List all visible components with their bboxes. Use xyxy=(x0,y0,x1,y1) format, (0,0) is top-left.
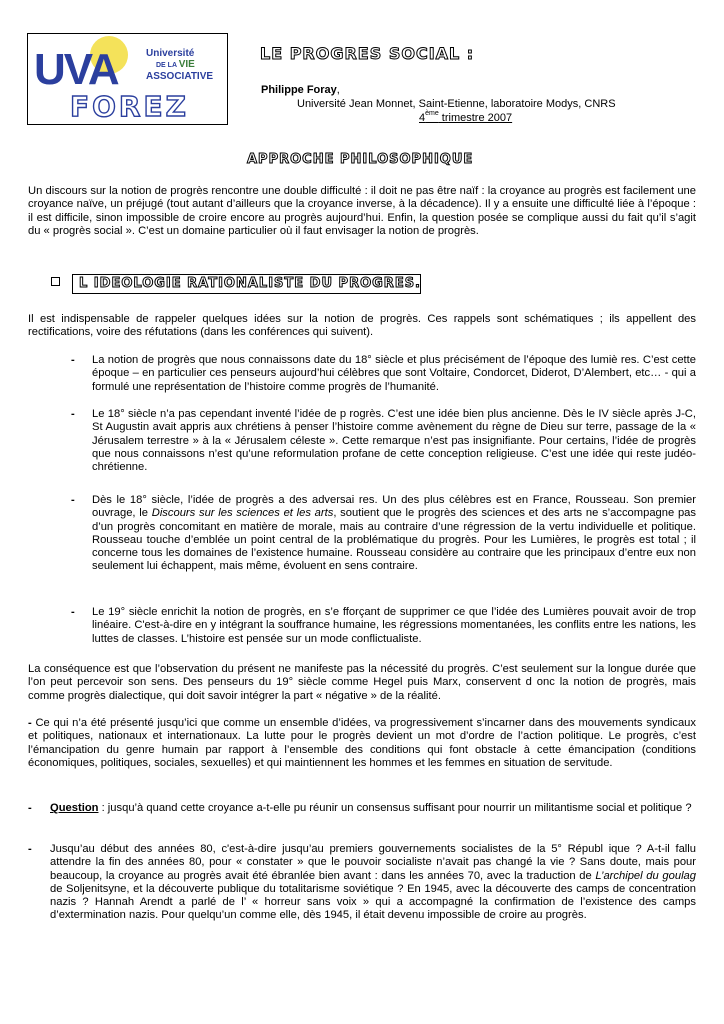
list-dash: - xyxy=(71,494,75,506)
list-item: Le 18° siècle n’a pas cependant inventé l’idée de p rogrès. C’est une idée bien plus ancienne. Dès le IV siècle après J-C, St Augustin avait appris aux chrétiens à penser l’histoire comme avènement du règne de Dieu sur terre, passage de la « Jérusalem terrestre » à la « Jérusalem céleste ». Cette remarque n’est pas insignifiante. Pour certains, l’idée de progrès que nous connaissons n’est qu’une reformulation profane de cette conception religieuse. C’est une idée qui reste judéo-chrétienne. xyxy=(92,408,696,474)
logo-university-text: Université DE LA VIE ASSOCIATIVE xyxy=(146,48,214,82)
list-dash: - xyxy=(28,802,32,814)
list-dash: - xyxy=(71,408,75,420)
heading-text: L IDEOLOGIE RATIONALISTE DU PROGRES. xyxy=(79,276,421,291)
list-item: Le 19° siècle enrichit la notion de progrès, en s’e fforçant de supprimer ce que l’idée des Lumières pouvait avoir de trop linéaire. C'est-à-dire en y intégrant la souffrance humaine, les régressions momentanées, les conflits entre les nations, les luttes de classes. L’histoire est pensée sur un mode conflictualiste. xyxy=(92,606,696,645)
question-label: Question xyxy=(50,802,99,814)
square-bullet-icon xyxy=(51,277,60,286)
list-dash: - xyxy=(28,843,32,855)
intro-paragraph: Un discours sur la notion de progrès rencontre une double difficulté : il doit ne pas être naïf : la croyance au progrès est facilement une croyance naïve, un préjugé (tout autant d’ailleurs que la croyance inverse, à la décadence). Il y a ensuite une difficulté liée à l’époque : il est difficile, sinon impossible de croire encore au progrès aujourd’hui. Enfin, la question posée se complique aussi du fait qu’il s’agit du « progrès social ». C’est un domaine particulier où il faut envisager la notion de progrès. xyxy=(28,185,696,237)
term-line: 4ème trimestre 2007 xyxy=(419,110,513,124)
list-dash: - xyxy=(71,354,75,366)
heading-ideologie xyxy=(72,274,421,294)
logo-forez-text: FOREZ xyxy=(70,90,189,123)
paragraph-consequence: La conséquence est que l’observation du présent ne manifeste pas la nécessité du progrès. C’est seulement sur la longue durée que l’on peut percevoir son sens. Des penseurs du 19° siècle comme Hegel puis Marx, conservent d onc la notion de progrès, mais comme progrès dialectique, qui doit savoir intégrer la part « négative » de la réalité. xyxy=(28,663,696,702)
paragraph-rappels: Il est indispensable de rappeler quelques idées sur la notion de progrès. Ces rappels sont schématiques ; ils appellent des rectifications, voire des réfutations (dans les conférences qui suivent). xyxy=(28,313,696,339)
question-item: Question : jusqu’à quand cette croyance a-t-elle pu réunir un consensus suffisant pour nourrir un militantisme social et politique ? xyxy=(50,802,692,814)
list-item: Dès le 18° siècle, l’idée de progrès a des adversai res. Un des plus célèbres est en France, Rousseau. Son premier ouvrage, le Discours sur les sciences et les arts, soutient que le progrès des sciences et des arts ne s’accompagne pas d’un progrès concomitant en matière de morale, mais au contraire d’une régression de la vertu individuelle et politique. Rousseau touche d’emblée un point central de la problématique du progrès. Pour les Lumières, le progrès est total ; il concerne tous les domaines de l’existence humaine. Rousseau considère au contraire que les principaux d’entre eux non seulement lui échappent, mais même, évoluent en sens contraire. xyxy=(92,494,696,573)
list-dash: - xyxy=(71,606,75,618)
logo-uva-text: UVA xyxy=(34,45,118,94)
section-title: APPROCHE PHILOSOPHIQUE xyxy=(247,152,474,167)
affiliation: Université Jean Monnet, Saint-Etienne, laboratoire Modys, CNRS xyxy=(297,98,616,110)
page-title: LE PROGRES SOCIAL : xyxy=(260,44,475,63)
list-item: La notion de progrès que nous connaissons date du 18° siècle et plus précisément de l’époque des lumiè res. C’est cette époque – en particulier ces penseurs aujourd’hui célèbres que sont Voltaire, Condorcet, Diderot, D’Alembert, etc… - qui a formulé une représentation de l’histoire comme progrès de l’humanité. xyxy=(92,354,696,393)
list-item-annees80: Jusqu’au début des années 80, c'est-à-dire jusqu’au premiers gouvernements socialistes de la 5° Républ ique ? A-t-il fallu attendre la fin des années 80, pour « constater » que le pouvoir socialiste n’avait pas changé la vie ? Sans doute, mais pour beaucoup, la croyance au progrès avait été ébranlée bien avant : dans les années 70, avec la traduction de L’archipel du goulag de Soljenitsyne, et la découverte publique du totalitarisme soviétique ? En 1945, avec la découverte des camps de concentration nazis ? Hannah Arendt a parlé de l’ « horreur sans voix » qui a accompagné la confirmation de l’existence des camps d’extermination nazis. Pour quelqu’un comme elle, dès 1945, il était devenu impossible de croire au progrès. xyxy=(50,843,697,922)
paragraph-mouvements: - Ce qui n’a été présenté jusqu’ici que comme un ensemble d’idées, va progressivement s’incarner dans des mouvements syndicaux et politiques, nationaux et internationaux. La lutte pour le progrès devient un mot d’ordre de l’action politique. Le progrès, c’est l’émancipation du genre humain par rapport à l’ensemble des conditions qui font obstacle à cette émancipation (conditions économiques, politiques, sociales, sexuelles) et qui maintiennent les hommes et les femmes en situation de servitude. xyxy=(28,717,696,769)
author-line: Philippe Foray, xyxy=(261,84,340,96)
author-name: Philippe Foray xyxy=(261,84,337,96)
uva-forez-logo xyxy=(27,33,228,125)
